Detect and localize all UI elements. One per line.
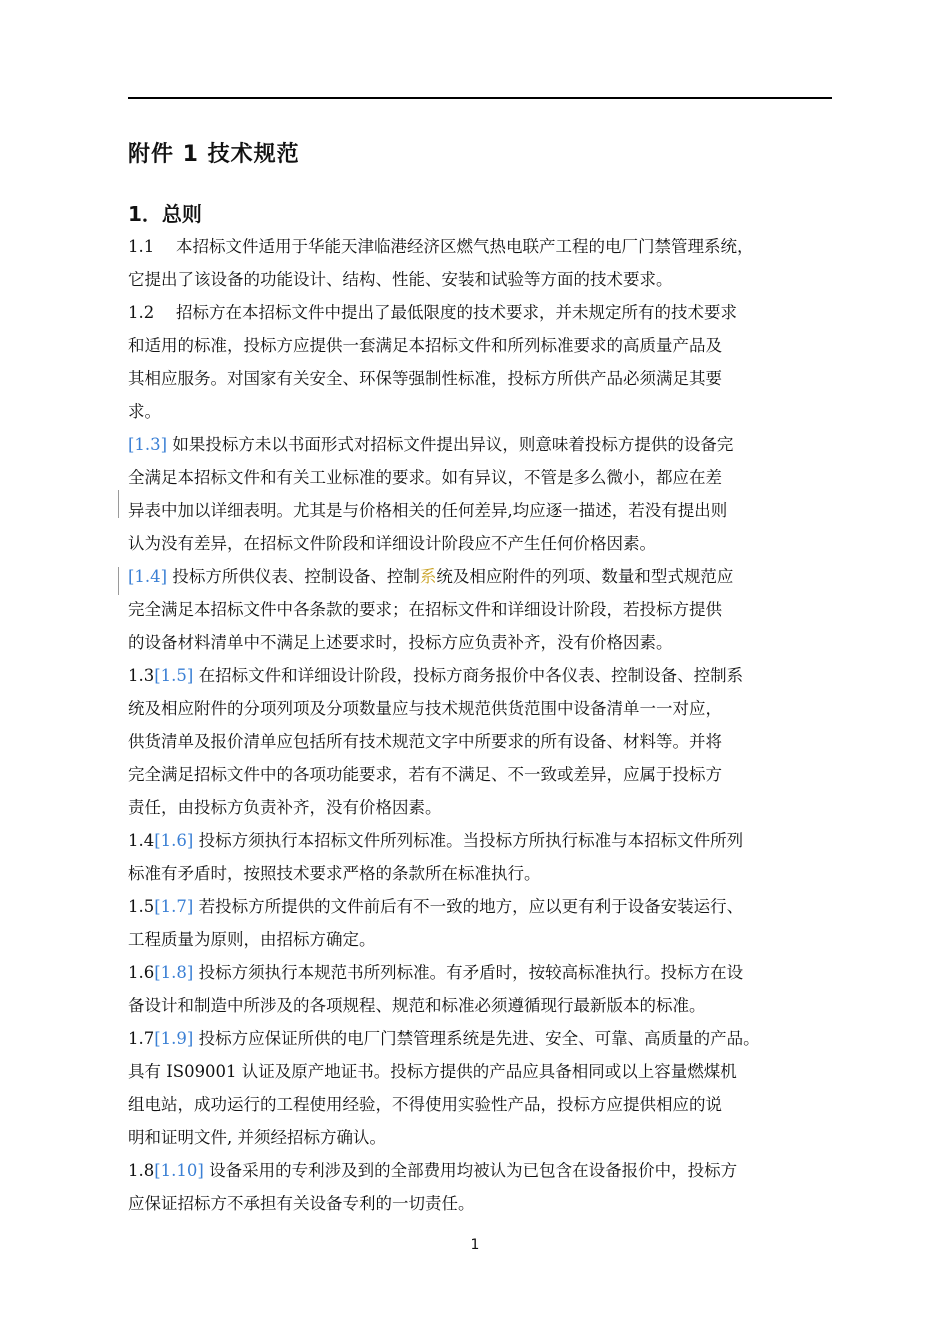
line-text: 明和证明文件, 并须经招标方确认。 [128, 1128, 386, 1147]
line-text: 具有 IS09001 认证及原产地证书。投标方提供的产品应具备相同或以上容量燃煤机 [128, 1062, 737, 1081]
paragraph-line [128, 1121, 832, 1154]
line-text: 在招标文件和详细设计阶段，投标方商务报价中各仪表、控制设备、控制系 [198, 666, 744, 685]
line-text: 投标方所供仪表、控制设备、控制系统及相应附件的列项、数量和型式规范应 [172, 567, 734, 586]
clause-number: 1.8 [128, 1161, 155, 1180]
line-text: 它提出了该设备的功能设计、结构、性能、安装和试验等方面的技术要求。 [128, 270, 673, 289]
paragraph-line [128, 494, 832, 527]
line-text: 责任，由投标方负责补齐，没有价格因素。 [128, 798, 442, 817]
line-text: 的设备材料清单中不满足上述要求时，投标方应负责补齐，没有价格因素。 [128, 633, 673, 652]
paragraph-line [128, 263, 832, 296]
line-text: 供货清单及报价清单应包括所有技术规范文字中所要求的所有设备、材料等。并将 [128, 732, 722, 751]
paragraph [128, 428, 832, 560]
paragraph-line [128, 890, 832, 923]
paragraph-line [128, 296, 832, 329]
paragraph-line [128, 1088, 832, 1121]
line-text: 其相应服务。对国家有关安全、环保等强制性标准，投标方所供产品必须满足其要 [128, 369, 722, 388]
paragraph-line [128, 395, 832, 428]
paragraph [128, 1154, 832, 1220]
line-text: 投标方须执行本规范书所列标准。有矛盾时，按较高标准执行。投标方在设 [198, 963, 744, 982]
paragraph-line [128, 1055, 832, 1088]
paragraph-line [128, 1154, 832, 1187]
line-text: 和适用的标准，投标方应提供一套满足本招标文件和所列标准要求的高质量产品及 [128, 336, 722, 355]
revision-number: [1.3] [128, 435, 168, 454]
revision-number: [1.8] [154, 963, 194, 982]
paragraph-line [128, 989, 832, 1022]
revision-number: [1.7] [154, 897, 194, 916]
paragraph [128, 659, 832, 824]
line-text: 备设计和制造中所涉及的各项规程、规范和标准必须遵循现行最新版本的标准。 [128, 996, 706, 1015]
line-text: 招标方在本招标文件中提出了最低限度的技术要求，并未规定所有的技术要求 [176, 303, 737, 322]
paragraph-line [128, 791, 832, 824]
revision-number: [1.9] [154, 1029, 194, 1048]
line-text: 投标方应保证所供的电厂门禁管理系统是先进、安全、可靠、高质量的产品。 [198, 1029, 760, 1048]
change-bar [118, 567, 119, 595]
paragraph-line [128, 1022, 832, 1055]
paragraph-line [128, 956, 832, 989]
revision-number: [1.5] [154, 666, 194, 685]
line-text: 标准有矛盾时，按照技术要求严格的条款所在标准执行。 [128, 864, 541, 883]
header-rule [128, 97, 832, 99]
paragraph-line [128, 824, 832, 857]
paragraph-line [128, 923, 832, 956]
paragraph [128, 230, 832, 296]
paragraph-line [128, 1187, 832, 1220]
line-text: 认为没有差异，在招标文件阶段和详细设计阶段应不产生任何价格因素。 [128, 534, 656, 553]
line-text: 完全满足本招标文件中各条款的要求；在招标文件和详细设计阶段，若投标方提供 [128, 600, 722, 619]
line-text: 全满足本招标文件和有关工业标准的要求。如有异议，不管是多么微小，都应在差 [128, 468, 722, 487]
revision-number: [1.4] [128, 567, 168, 586]
line-text: 投标方须执行本招标文件所列标准。当投标方所执行标准与本招标文件所列 [198, 831, 744, 850]
revision-number: [1.6] [154, 831, 194, 850]
paragraph-line [128, 527, 832, 560]
change-bar [118, 490, 119, 518]
paragraph [128, 296, 832, 428]
line-text: 组电站，成功运行的工程使用经验，不得使用实验性产品，投标方应提供相应的说 [128, 1095, 722, 1114]
section-heading: 1．总则 [128, 202, 202, 226]
clause-number: 1.5 [128, 897, 155, 916]
paragraph-line [128, 626, 832, 659]
clause-number: 1.2 [128, 303, 155, 322]
paragraph [128, 1022, 832, 1154]
line-text: 统及相应附件的分项列项及分项数量应与技术规范供货范围中设备清单一一对应， [128, 699, 722, 718]
clause-number: 1.3 [128, 666, 155, 685]
paragraph-line [128, 230, 832, 263]
highlighted-char: 系 [419, 567, 437, 586]
line-text: 完全满足招标文件中的各项功能要求，若有不满足、不一致或差异，应属于投标方 [128, 765, 722, 784]
line-text: 本招标文件适用于华能天津临港经济区燃气热电联产工程的电厂门禁管理系统， [176, 237, 754, 256]
paragraph-line [128, 857, 832, 890]
page-number: 1 [470, 1237, 480, 1253]
clause-number: 1.4 [128, 831, 155, 850]
line-text: 若投标方所提供的文件前后有不一致的地方，应以更有利于设备安装运行、 [198, 897, 744, 916]
paragraph-line [128, 758, 832, 791]
paragraph-line [128, 329, 832, 362]
line-text: 如果投标方未以书面形式对招标文件提出异议，则意味着投标方提供的设备完 [172, 435, 734, 454]
paragraph [128, 560, 832, 659]
line-text: 设备采用的专利涉及到的全部费用均被认为已包含在设备报价中，投标方 [209, 1161, 738, 1180]
document-body [128, 230, 832, 1220]
paragraph [128, 956, 832, 1022]
page-title: 附件 1 技术规范 [128, 142, 300, 167]
paragraph [128, 824, 832, 890]
paragraph-line [128, 461, 832, 494]
line-text: 异表中加以详细表明。尤其是与价格相关的任何差异,均应逐一描述，若没有提出则 [128, 501, 728, 520]
line-text: 求。 [128, 402, 161, 421]
paragraph-line [128, 659, 832, 692]
clause-number: 1.6 [128, 963, 155, 982]
paragraph-line [128, 362, 832, 395]
line-text: 应保证招标方不承担有关设备专利的一切责任。 [128, 1194, 475, 1213]
clause-number: 1.1 [128, 237, 155, 256]
paragraph [128, 890, 832, 956]
paragraph-line [128, 428, 832, 461]
paragraph-line [128, 725, 832, 758]
revision-number: [1.10] [154, 1161, 204, 1180]
line-text: 工程质量为原则，由招标方确定。 [128, 930, 376, 949]
paragraph-line [128, 560, 832, 593]
paragraph-line [128, 593, 832, 626]
clause-number: 1.7 [128, 1029, 155, 1048]
paragraph-line [128, 692, 832, 725]
